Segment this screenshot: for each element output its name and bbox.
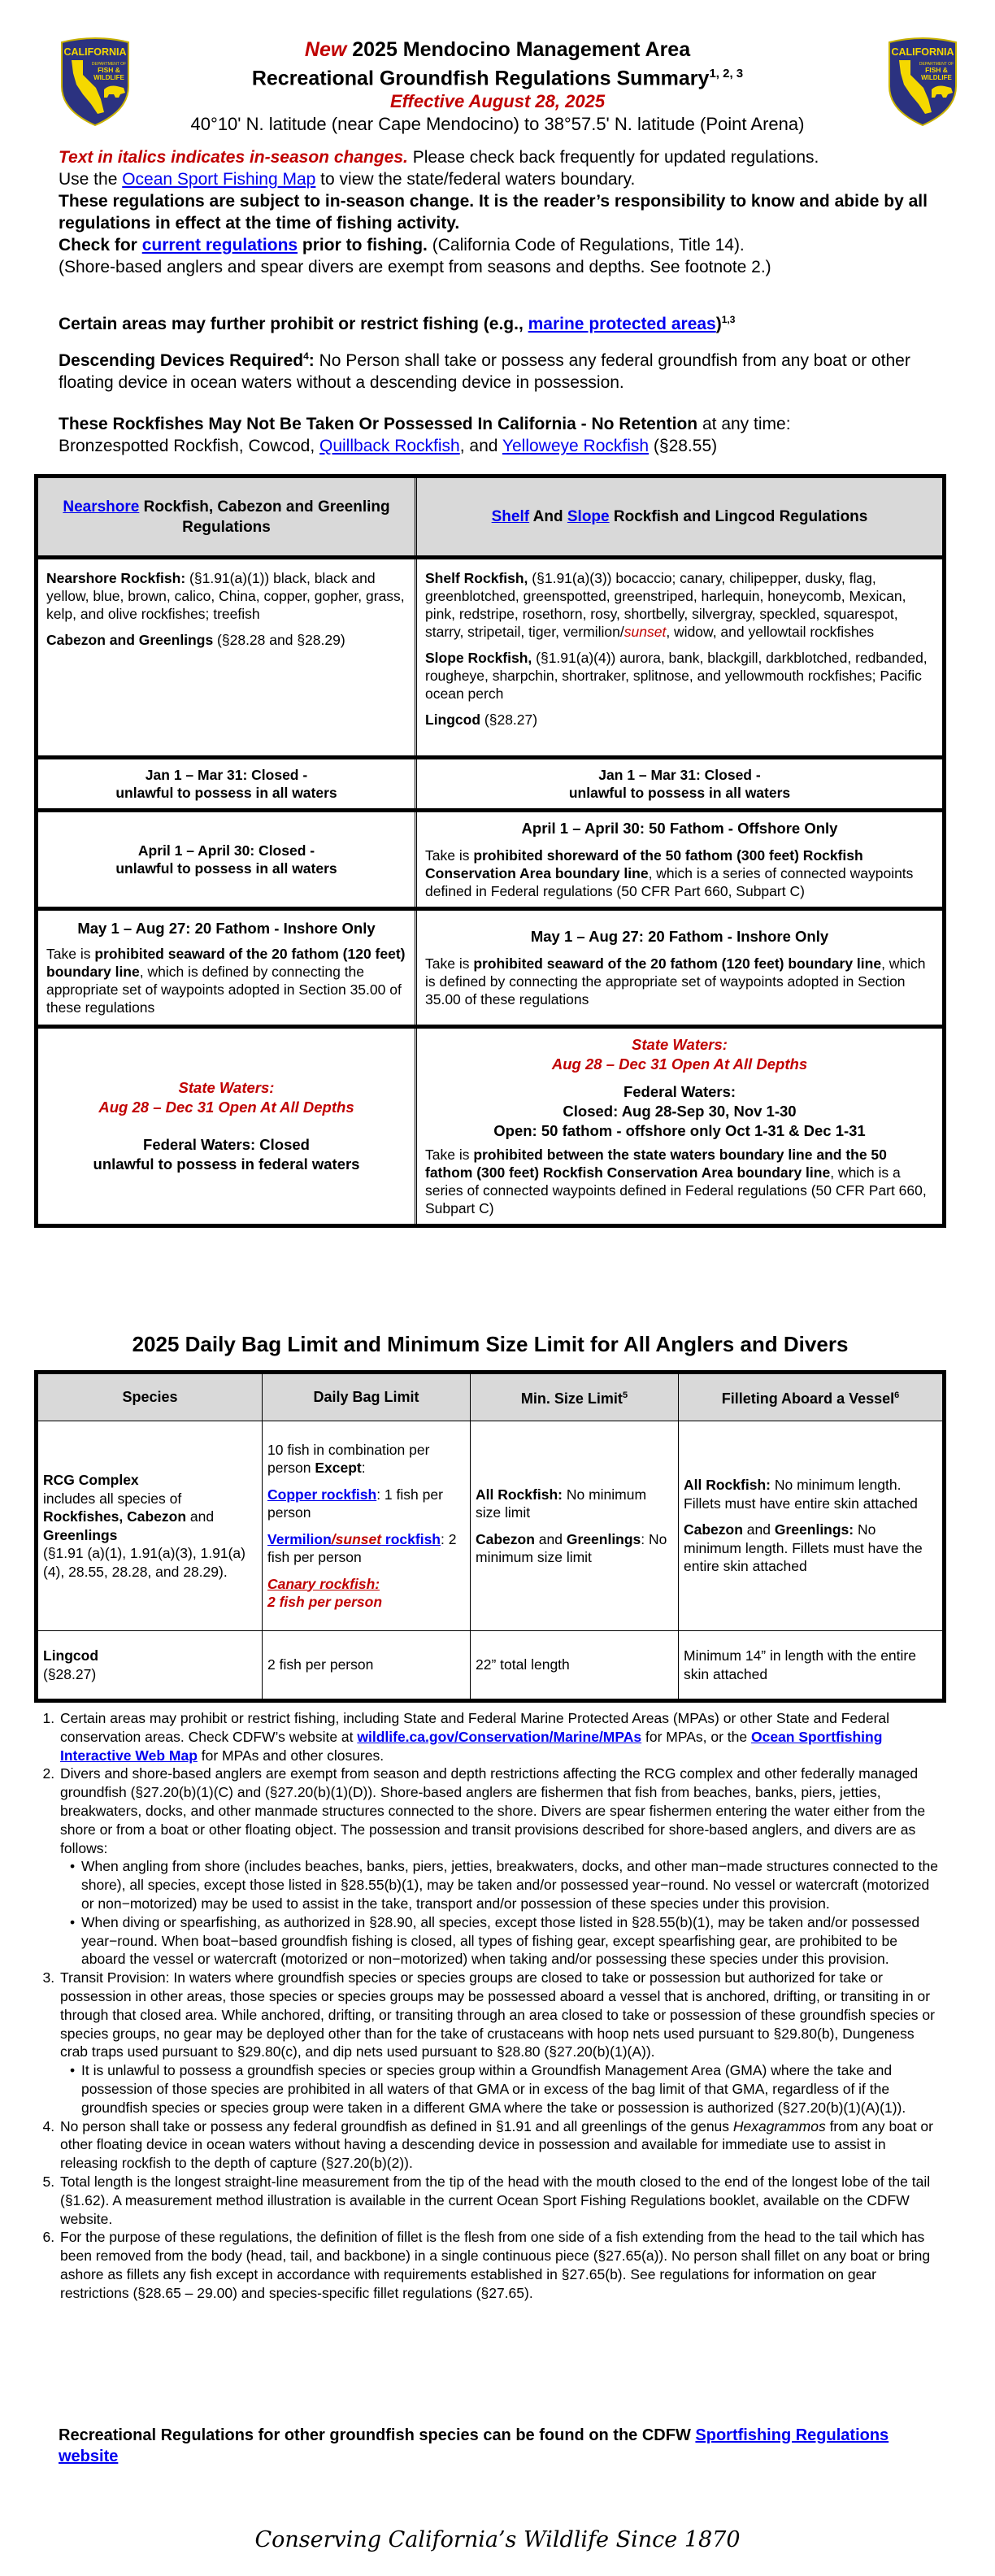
- new-label: New: [304, 38, 347, 61]
- season-table: [34, 474, 946, 1228]
- quillback-rockfish-link[interactable]: Quillback Rockfish: [319, 437, 460, 455]
- rcg-species-cell: RCG Complex includes all species of Rockfishes, Cabezon and Greenlings (§1.91 (a)(1), 1.91(a)(3), 1.91(a)(4), 28.55, 28.28, and 28.29).: [37, 1421, 263, 1631]
- svg-text:CALIFORNIA: CALIFORNIA: [891, 46, 954, 58]
- season-table-header: [37, 476, 945, 558]
- page-title-line2: Recreational Groundfish Regulations Summary$^{1, 2, 3}$: [251, 67, 744, 90]
- col-species: Species: [37, 1373, 263, 1421]
- lingcod-ref: Lingcod (§28.27): [425, 711, 538, 728]
- intro-notices: Text in italics indicates in-season changes. Please check back frequently for updated regulations. Use the Ocean Sport Fishing Map to view the state/federal waters boundary. These regulations are subject to in-season change. It is the reader’s responsibility to know and abide by all regulations in effect at the time of fishing activity. Check for current regulations prior to fishing. (California Code of Regulations, Title 14). (Shore-based anglers and spear divers are exempt from seasons and depths. See footnote 2.): [59, 146, 945, 278]
- page-title-line1: New 2025 Mendocino Management Area: [304, 38, 691, 61]
- svg-text:DEPARTMENT OF: DEPARTMENT OF: [91, 62, 127, 67]
- footnote-5: 5. Total length is the longest straight-line measurement from the tip of the head with the mouth closed to the end of the longest lobe of the tail (§1.62). A measurement method illustration is available in the current Ocean Sport Fishing Regulations booklet, available on the CDFW website.: [59, 2173, 945, 2228]
- footnote-2: 2. Divers and shore-based anglers are exempt from season and depth restrictions affecting the RCG complex and other federally managed groundfish (§27.20(b)(1)(C) and (§27.20(b)(1)(D)). Shore-based anglers are fishermen that fish from beaches, banks, piers, jetties, breakwaters, docks, and other manmade structures connected to the shore. Divers are spear fishermen entering the water either from the shore or from a boat or other floating object. The possession and transit provisions described for shore-based anglers, and divers are as follows: • When angling from shore (includes beaches, banks, piers, jetties, breakwaters, docks, and other man−made structures connected to the shore), all species, except those listed in §28.55(b)(1), may be taken and/or possessed year−round. No vessel or watercraft (motorized or non−motorized) may be used to assist in the take, transport and/or possession of these species under this provision. • When diving or spearfishing, as authorized in §28.90, all species, except those listed in §28.55(b)(1), may be taken and/or possessed year−round. When boat−based groundfish fishing is closed, all types of fishing gear, except spearfishing gear, are prohibited to be aboard the vessel or watercraft (motorized or non−motorized) when taking and/or possessing these species under this provision.: [59, 1764, 945, 1969]
- col-min-size-limit: Min. Size Limit$^5$: [471, 1373, 679, 1421]
- yelloweye-rockfish-link[interactable]: Yelloweye Rockfish: [502, 437, 650, 455]
- no-retention-notice: These Rockfishes May Not Be Taken Or Possessed In California - No Retention at any time: Bronzespotted Rockfish, Cowcod, Quillback Rockfish, and Yelloweye Rockfish (§28.55): [59, 415, 791, 455]
- shelf-link[interactable]: Shelf: [491, 508, 530, 525]
- rcg-fillet-cell: All Rockfish: No minimum length. Fillets must have entire skin attached Cabezon and Greenlings: No minimum length. Fillets must have the entire skin attached: [679, 1421, 945, 1631]
- canary-rockfish-link[interactable]: Canary rockfish:: [267, 1575, 380, 1592]
- marine-protected-areas-link[interactable]: marine protected areas: [528, 315, 716, 333]
- table-row-rcg-complex: [37, 1421, 945, 1631]
- copper-rockfish-link[interactable]: Copper rockfish: [267, 1486, 377, 1503]
- exempt-note: (Shore-based anglers and spear divers are exempt from seasons and depths. See footnote 2.): [59, 258, 771, 276]
- svg-text:FISH &: FISH &: [925, 66, 948, 74]
- bag-table-header: [37, 1373, 945, 1421]
- closing-note: Recreational Regulations for other groundfish species can be found on the CDFW Sportfishing Regulations website: [59, 2426, 889, 2465]
- cabezon-greenlings-ref: Cabezon and Greenlings (§28.28 and §28.29): [46, 632, 345, 648]
- season-row-may-aug: May 1 – Aug 27: 20 Fathom - Inshore Only Take is prohibited seaward of the 20 fathom (120 feet) boundary line, which is defined by connecting the appropriate set of waypoints adopted in Section 35.00 of these regulations May 1 – Aug 27: 20 Fathom - Inshore Only Take is prohibited seaward of the 20 fathom (120 feet) boundary line, which is defined by connecting the appropriate set of waypoints adopted in Section 35.00 of these regulations: [37, 909, 945, 1027]
- ocean-sport-fishing-map-link[interactable]: Ocean Sport Fishing Map: [122, 170, 316, 189]
- ocean-sportfishing-web-map-link[interactable]: Ocean Sportfishing Interactive Web Map: [60, 1728, 883, 1764]
- footnote-6: 6. For the purpose of these regulations, the definition of fillet is the flesh from one side of a fish extending from the head to the tail which has been removed from the body (head, tail, and backbone) in a single continuous piece (§27.65(a)). No person shall fillet on any boat or bring ashore as fillets any fish except in accordance with requirements established in §27.65(b). See regulations for information on gear restrictions (§28.65 – 29.00) and species-specific fillet regulations (§27.65).: [59, 2228, 945, 2302]
- footnote-2-bullet-1: • When angling from shore (includes beaches, banks, piers, jetties, breakwaters, docks, and other man−made structures connected to the shore), all species, except those listed in §28.55(b)(1), may be taken and/or possessed year−round. No vessel or watercraft (motorized or non−motorized) may be used to assist in the take, transport and/or possession of these species under this provision.: [70, 1857, 945, 1912]
- svg-text:WILDLIFE: WILDLIFE: [93, 74, 124, 81]
- table-row-lingcod: [37, 1631, 945, 1701]
- bag-limit-table: [34, 1370, 946, 1703]
- cdfw-shield-icon: [886, 36, 959, 127]
- sportfishing-regulations-website-link[interactable]: Sportfishing Regulations website: [59, 2426, 889, 2465]
- species-groups-row: [37, 558, 945, 758]
- bag-limit-title: 2025 Daily Bag Limit and Minimum Size Limit for All Anglers and Divers: [132, 1332, 849, 1356]
- cdfw-logo-right: [886, 36, 959, 127]
- slope-rockfish-list: Slope Rockfish, (§1.91(a)(4)) aurora, bank, blackgill, darkblotched, redbanded, rougheye, sharpchin, shortraker, splitnose, and yellowmouth rockfishes; Pacific ocean perch: [425, 650, 928, 702]
- effective-date: Effective August 28, 2025: [389, 91, 606, 112]
- footnote-1: 1. Certain areas may prohibit or restrict fishing, including State and Federal Marine Protected Areas (MPAs) or other State and Federal conservation areas. Check CDFW’s website at wildlife.ca.gov/Conservation/Marine/MPAs for MPAs, or the Ocean Sportfishing Interactive Web Map for MPAs and other closures.: [59, 1709, 945, 1764]
- col-filleting: Filleting Aboard a Vessel$^6$: [679, 1373, 945, 1421]
- latitude-range: 40°10' N. latitude (near Cape Mendocino) to 38°57.5' N. latitude (Point Arena): [190, 114, 805, 135]
- mpa-website-link[interactable]: wildlife.ca.gov/Conservation/Marine/MPAs: [357, 1728, 642, 1745]
- season-row-april: April 1 – April 30: Closed - unlawful to possess in all waters April 1 – April 30: 50 Fathom - Offshore Only Take is prohibited shoreward of the 50 fathom (300 feet) Rockfish Conservation Area boundary line, which is a series of connected waypoints defined in Federal regulations (50 CFR Part 660, Subpart C): [37, 811, 945, 909]
- shelf-slope-header: Shelf And Slope Rockfish and Lingcod Regulations: [416, 476, 945, 558]
- footnote-2-bullet-2: • When diving or spearfishing, as authorized in §28.90, all species, except those listed in §28.55(b)(1), may be taken and/or possessed year−round. When boat−based groundfish fishing is closed, all types of fishing gear, except spearfishing gear, are prohibited to be aboard the vessel or watercraft (motorized or non−motorized) when taking and/or possessing these species under this provision.: [70, 1913, 945, 1969]
- rcg-size-cell: All Rockfish: No minimum size limit Cabezon and Greenlings: No minimum size limit: [471, 1421, 679, 1631]
- cdfw-motto: Conserving California’s Wildlife Since 1870: [254, 2527, 741, 2552]
- lingcod-size-cell: 22” total length: [471, 1631, 679, 1701]
- subject-to-change-notice: These regulations are subject to in-season change. It is the reader’s responsibility to know and abide by all regulations in effect at the time of fishing activity.: [59, 192, 928, 233]
- cdfw-logo-left: [59, 36, 132, 127]
- lingcod-fillet-cell: Minimum 14” in length with the entire skin attached: [679, 1631, 945, 1701]
- current-regulations-link[interactable]: current regulations: [141, 236, 298, 255]
- nearshore-header: Nearshore Rockfish, Cabezon and Greenling Regulations: [37, 476, 416, 558]
- nearshore-link[interactable]: Nearshore: [63, 498, 140, 516]
- nearshore-rockfish-list: Nearshore Rockfish: (§1.91(a)(1)) black, black and yellow, blue, brown, calico, China, copper, gopher, grass, kelp, and olive rockfishes; treefish: [46, 570, 405, 622]
- cdfw-shield-icon: [59, 36, 132, 127]
- footnote-4: 4. No person shall take or possess any federal groundfish as defined in §1.91 and all greenlings of the genus Hexagrammos from any boat or other floating device in ocean waters without having a descending device in possession and available for immediate use to assist in releasing rockfish to the depth of capture (§27.20(b)(2)).: [59, 2117, 945, 2173]
- vermilion-rockfish-link[interactable]: Vermilion/sunset rockfish: [267, 1530, 441, 1547]
- page-header: [146, 37, 849, 136]
- svg-text:CALIFORNIA: CALIFORNIA: [63, 46, 127, 58]
- italics-note: Text in italics indicates in-season changes.: [59, 148, 408, 167]
- footnote-3-bullet-1: • It is unlawful to possess a groundfish species or species group within a Groundfish Management Area (GMA) where the take and possession of those species are prohibited in all waters of that GMA or in excess of the bag limit of that GMA, regardless of if the groundfish species or species group were taken in a different GMA where the take or possession is authorized (§27.20(b)(1)(A)(1)).: [70, 2061, 945, 2117]
- rcg-bag-cell: 10 fish in combination per person Except: Copper rockfish: 1 fish per person Vermilion/sunset rockfish: 2 fish per person Canary rockfish: 2 fish per person: [263, 1421, 471, 1631]
- col-daily-bag-limit: Daily Bag Limit: [263, 1373, 471, 1421]
- season-row-aug-dec: State Waters: Aug 28 – Dec 31 Open At All Depths Federal Waters: Closed unlawful to possess in federal waters State Waters: Aug 28 – Dec 31 Open At All Depths Federal Waters: Closed: Aug 28-Sep 30, Nov 1-30 Open: 50 fathom - offshore only Oct 1-31 & Dec 1-31 Take is prohibited between the state waters boundary line and the 50 fathom (300 feet) Rockfish Conservation Area boundary line, which is a series of connected waypoints defined in Federal regulations (50 CFR Part 660, Subpart C): [37, 1027, 945, 1226]
- svg-text:WILDLIFE: WILDLIFE: [921, 74, 952, 81]
- certain-areas-notice: Certain areas may further prohibit or restrict fishing (e.g., marine protected areas)$^{1,3}$: [59, 314, 736, 333]
- svg-text:FISH &: FISH &: [98, 66, 120, 74]
- svg-text:DEPARTMENT OF: DEPARTMENT OF: [919, 62, 954, 67]
- season-row-jan-mar: Jan 1 – Mar 31: Closed - unlawful to possess in all waters Jan 1 – Mar 31: Closed - unlawful to possess in all waters: [37, 758, 945, 811]
- lingcod-bag-cell: 2 fish per person: [263, 1631, 471, 1701]
- footnotes: [34, 1709, 945, 2303]
- shelf-rockfish-list: Shelf Rockfish, (§1.91(a)(3)) bocaccio; canary, chilipepper, dusky, flag, greenblotched, greenspotted, greenstriped, harlequin, honeycomb, Mexican, pink, redstripe, rosethorn, rosy, shortbelly, silvergray, speckled, squarespot, starry, stripetail, tiger, vermilion/sunset, widow, and yellowtail rockfishes: [425, 570, 906, 640]
- lingcod-species-cell: Lingcod (§28.27): [37, 1631, 263, 1701]
- slope-link[interactable]: Slope: [567, 508, 610, 525]
- descending-devices-notice: Descending Devices Required$^4$: No Person shall take or possess any federal groundfish from any boat or other floating device in ocean waters without a descending device in possession.: [59, 350, 910, 392]
- footnote-3: 3. Transit Provision: In waters where groundfish species or species groups are closed to take or possession but authorized for take or possession in other areas, those species or species groups may be possessed aboard a vessel that is anchored, drifting, or transiting in or through that closed area. While anchored, drifting, or transiting through an area closed to take or possession of these groundfish species or species groups, no gear may be deployed other than for the take of crustaceans with hoop nets used pursuant to §29.80(b), Dungeness crab traps used pursuant to §29.80(c), and dip nets used pursuant to §28.80 (§27.20(b)(1)(A)). • It is unlawful to possess a groundfish species or species group within a Groundfish Management Area (GMA) where the take and possession of those species are prohibited in all waters of that GMA or in excess of the bag limit of that GMA, regardless of if the groundfish species or species group were taken in a different GMA where the take or possession is authorized (§27.20(b)(1)(A)(1)).: [59, 1969, 945, 2117]
